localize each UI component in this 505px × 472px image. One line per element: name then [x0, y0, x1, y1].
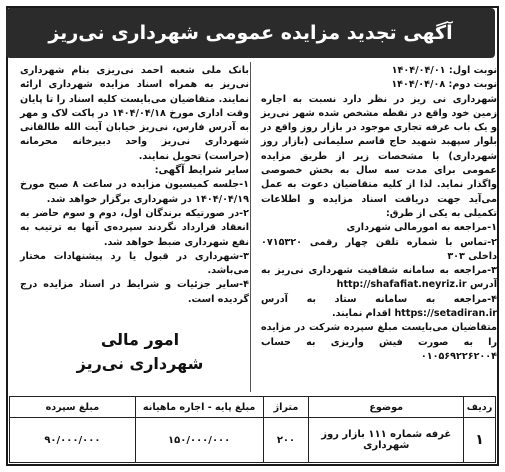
cell-base-price: ۱۵۰/۰۰۰/۰۰۰	[135, 418, 263, 463]
condition-3: ۳-شهرداری در قبول یا رد پیشنهادات مختار می‌باشد.	[20, 250, 249, 277]
signature-line-2: شهرداری نی‌ریز	[76, 354, 204, 373]
header-row-num: ردیف	[464, 397, 496, 418]
cell-row-num: ۱	[464, 418, 496, 463]
way-4-tail: اقدام نمایند.	[331, 308, 392, 320]
intro-paragraph: شهرداری نی ریز در نظر دارد نسبت به اجاره زمین خود واقع در نقطه مشخص شده شهر نی‌ریز و یک باب غرفه تجاری موجود در بازار روز واقع در بلوار سپهبد شهید حاج قاسم سلیمانی (بازار روز شهرداری) با مشخصات زیر از طریق مزایده عمومی برای مدت سه سال به بخش خصوصی واگذار نماید. لذا از کلیه متقاضیان دعوت به عمل می‌آید جهت دریافت اسناد مزایده و اطلاعات تکمیلی به یکی از طرق:	[261, 93, 497, 219]
deposit-paragraph: متقاضیان می‌بایست مبلغ سپرده شرکت در مزایده را به صورت فیش واریزی به حساب ۰۱۰۵۶۹۲۲۶۲۰۰۴	[261, 322, 497, 362]
way-4	[261, 293, 497, 322]
way-3-text: ۳-مراجعه به سامانه شفافیت شهرداری نی‌ریز به آدرس	[261, 265, 497, 291]
way-2: ۲-تماس با شماره تلفن چهار رقمی ۰۷۱۵۳۲۰ داخلی ۳۰۳	[261, 236, 497, 262]
auction-table	[9, 396, 496, 463]
table-header-row	[10, 397, 496, 418]
header-subject: موضوع	[309, 397, 464, 418]
way-4-text: ۴-مراجعه به سامانه ستاد به آدرس	[261, 293, 497, 305]
conditions-title: سایر شرایط آگهی:	[154, 165, 249, 177]
table-row	[10, 418, 496, 463]
cell-deposit: ۹۰/۰۰۰/۰۰۰	[10, 418, 136, 463]
notice-title: آگهی تجدید مزایده عمومی شهرداری نی‌ریز	[48, 22, 453, 44]
condition-4: ۴-سایر جزئیات و شرایط در اسناد مزایده درج گردیده است.	[20, 279, 249, 305]
way-1: ۱-مراجعه به امورمالی شهرداری	[346, 222, 497, 234]
setad-link[interactable]: https://setadiran.ir	[394, 308, 497, 320]
shafafiat-link[interactable]: http://shafafiat.neyriz.ir	[336, 279, 467, 291]
cell-area: ۲۰۰	[263, 418, 309, 463]
condition-2: ۲-در صورتیکه برندگان اول، دوم و سوم حاضر به انعقاد قرارداد نگردند سپرده‌ی آنها به ترتیب به نفع شهرداری ضبط خواهد شد.	[20, 207, 249, 248]
column-divider	[250, 62, 251, 392]
left-column	[20, 64, 249, 307]
condition-1: ۱-جلسه کمیسیون مزایده در ساعت ۸ صبح مورخ ۱۴۰۴/۰۴/۱۹ در شهرداری برگزار خواهد شد.	[20, 179, 249, 205]
cell-subject: غرفه شماره ۱۱۱ بازار روز شهرداری	[309, 418, 464, 463]
signature-line-1: امور مالی	[100, 330, 180, 349]
header-base-price: مبلغ پایه - اجاره ماهیانه	[135, 397, 263, 418]
header-area: متراژ	[263, 397, 309, 418]
way-3	[261, 264, 497, 293]
notice-second-date: نوبت دوم: ۱۴۰۴/۰۴/۰۸	[391, 79, 497, 91]
bank-paragraph: بانک ملی شعبه احمد نی‌ریزی بنام شهرداری نی‌ریز به همراه اسناد مزایده شهرداری ارائه نمایند. متقاضیان می‌بایست کلیه اسناد را تا پایان وقت اداری مورخ ۱۴۰۴/۰۴/۱۸ در پاکت لاک و مهر به آدرس فارس، نی‌ریز خیابان آیت الله طالقانی شهرداری نی‌ریز واحد دبیرخانه محرمانه (حراست) تحویل نمایند.	[20, 65, 249, 162]
right-column	[261, 64, 497, 364]
header-deposit: مبلغ سپرده	[10, 397, 136, 418]
notice-header	[6, 8, 495, 58]
signature-block	[65, 328, 215, 376]
notice-first-date: نوبت اول: ۱۴۰۴/۰۴/۰۱	[391, 65, 497, 76]
